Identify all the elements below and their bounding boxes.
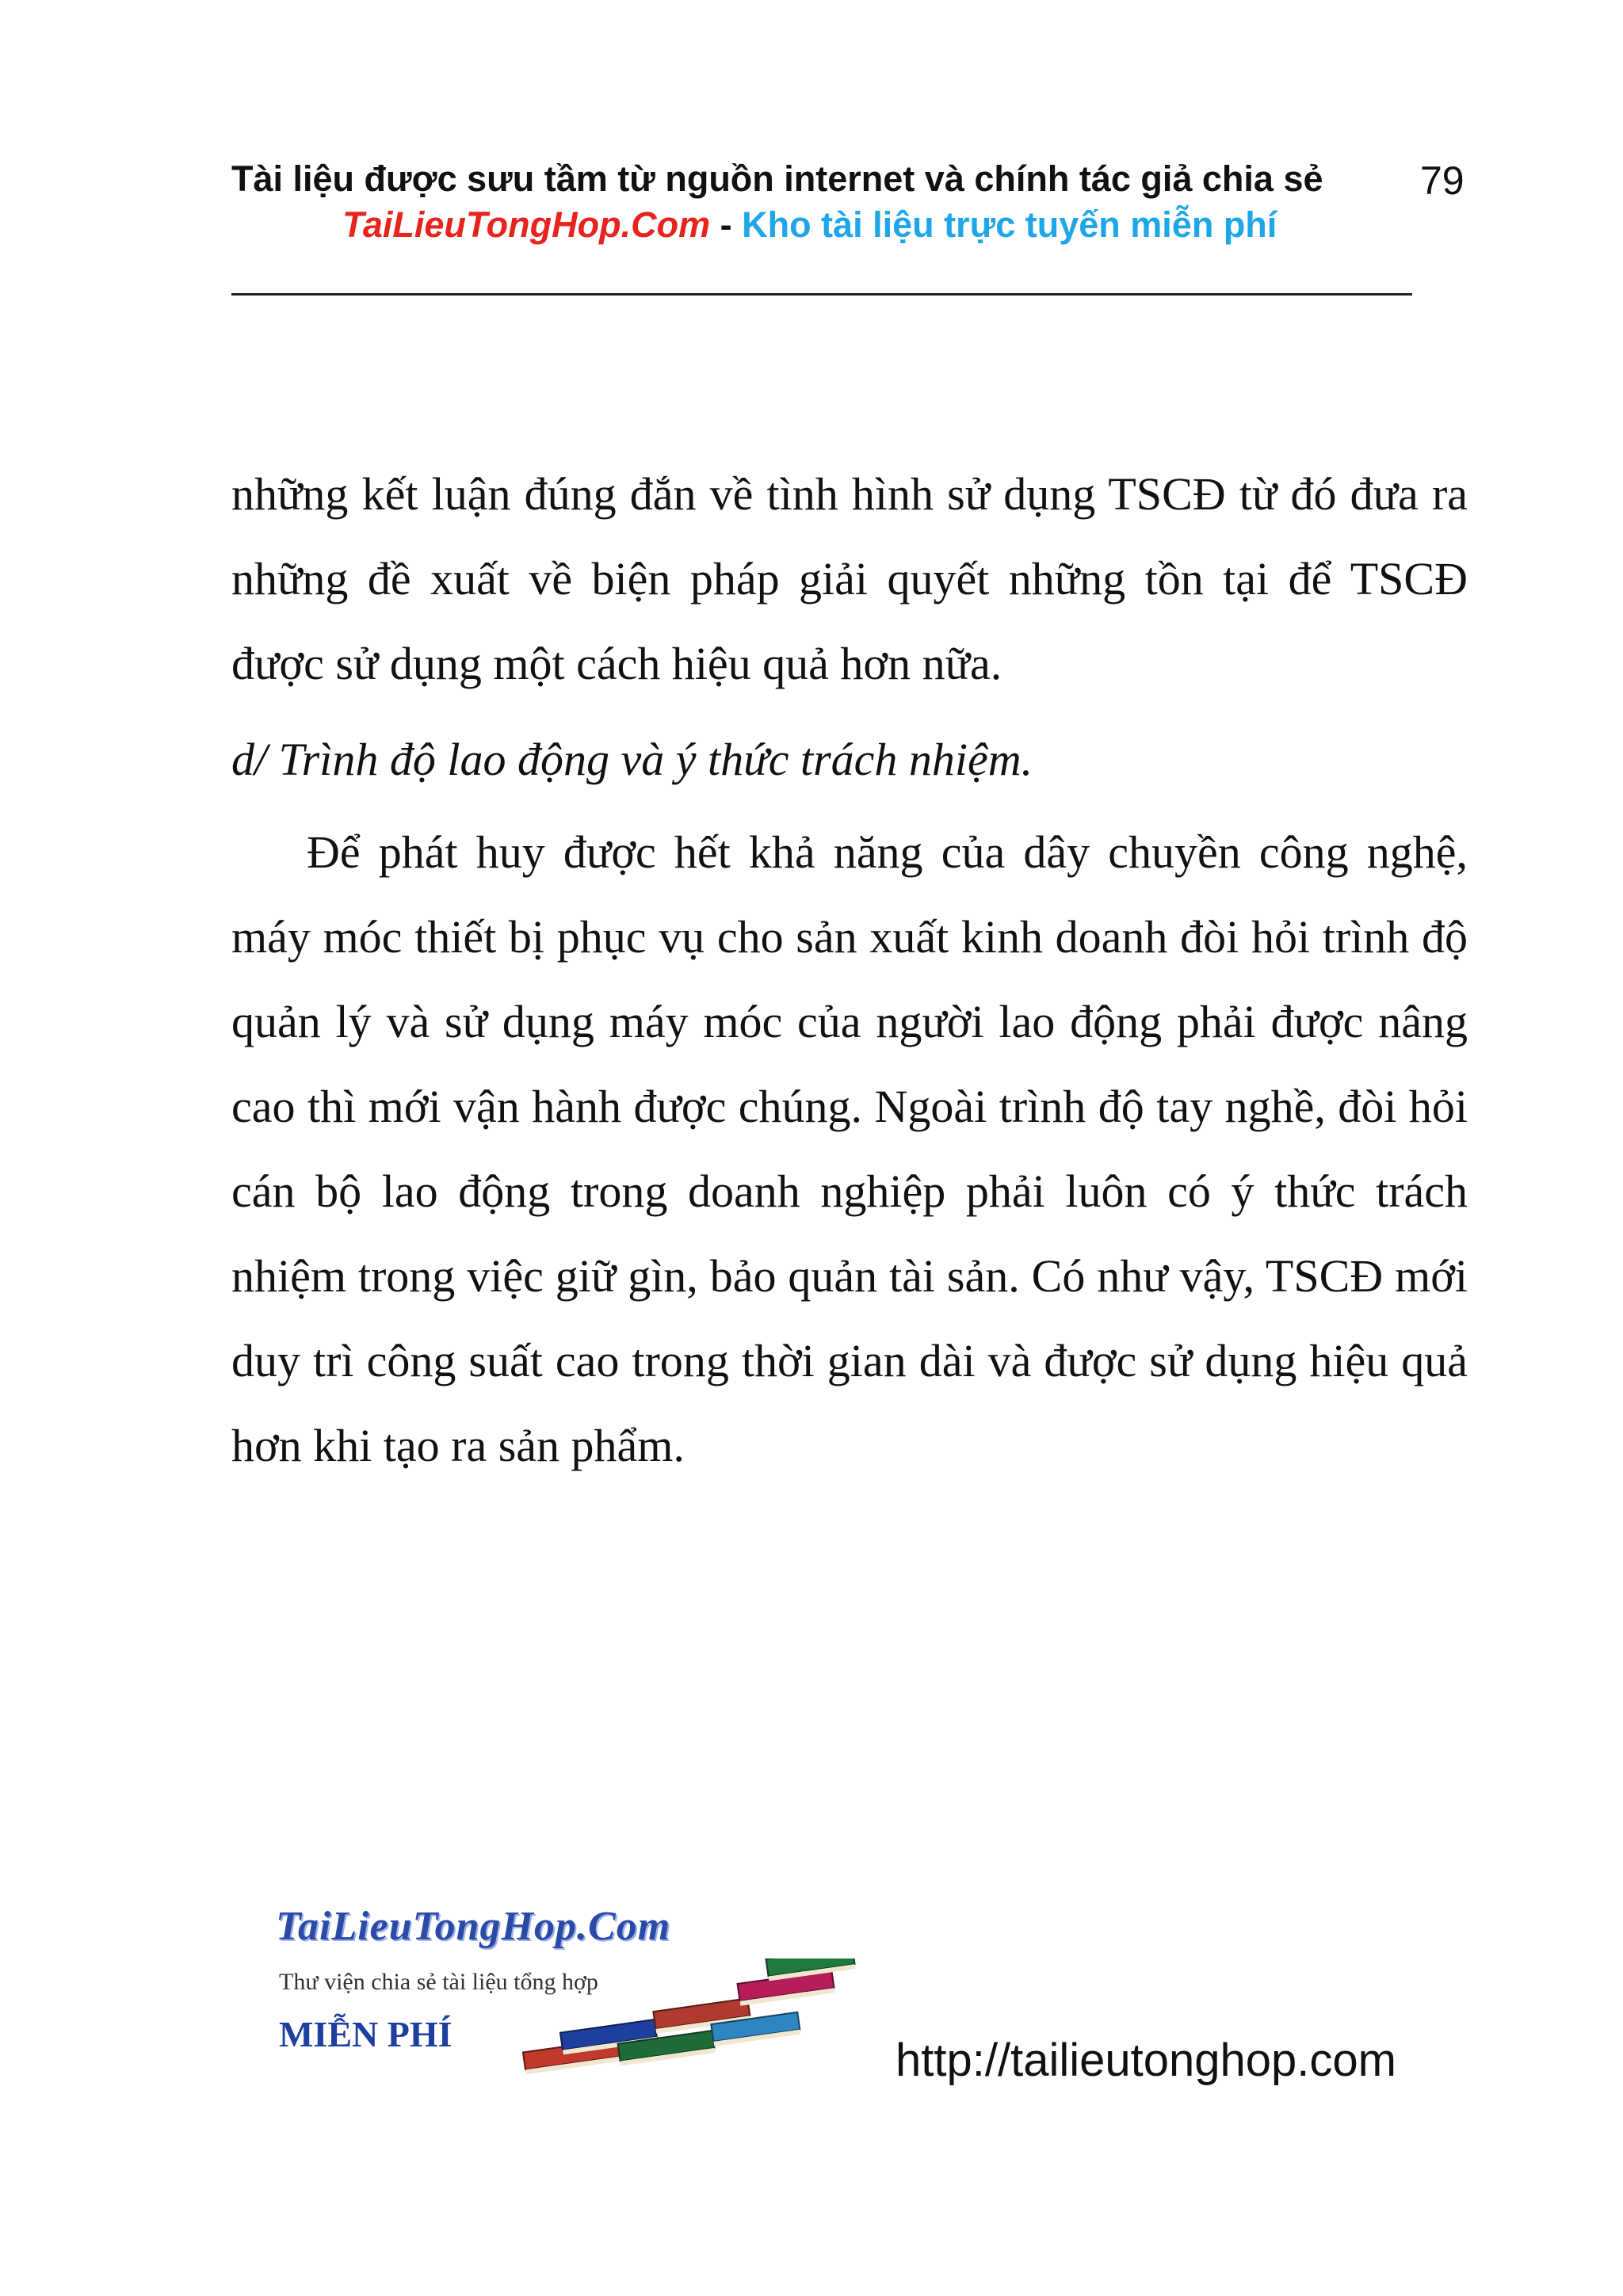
logo-tagline: Thư viện chia sẻ tài liệu tổng hợp [279, 1969, 598, 1995]
section-subheading: d/ Trình độ lao động và ý thức trách nhiệm. [231, 734, 1033, 785]
header-site-name: TaiLieuTongHop.Com [342, 204, 711, 245]
footer-logo [276, 1901, 878, 2076]
body-paragraph-2: Để phát huy được hết khả năng của dây chuyền công nghệ, máy móc thiết bị phục vụ cho sản xuất kinh doanh đòi hỏi trình độ quản lý và sử dụng máy móc của người lao động phải được nâng cao thì mới vận hành được chúng. Ngoài trình độ tay nghề, đòi hỏi cán bộ lao động trong doanh nghiệp phải luôn có ý thức trách nhiệm trong việc giữ gìn, bảo quản tài sản. Có như vậy, TSCĐ mới duy trì công suất cao trong thời gian dài và được sử dụng hiệu quả hơn khi tạo ra sản phẩm. [231, 826, 1468, 1471]
header-divider [231, 293, 1412, 296]
page-number: 79 [1420, 158, 1465, 203]
header-site-line [342, 201, 1452, 249]
header-source-note: Tài liệu được sưu tầm từ nguồn internet và chính tác giả chia sẻ [231, 158, 1323, 199]
header-tagline: Kho tài liệu trực tuyến miễn phí [742, 204, 1277, 245]
footer-url: http://tailieutonghop.com [896, 2035, 1396, 2086]
body-paragraph-1: những kết luận đúng đắn về tình hình sử dụng TSCĐ từ đó đưa ra những đề xuất về biện pháp giải quyết những tồn tại để TSCĐ được sử dụng một cách hiệu quả hơn nữa. [231, 468, 1468, 689]
logo-free-label: MIỄN PHÍ [279, 2014, 453, 2054]
header-separator: - [720, 204, 732, 245]
books-icon [512, 1958, 876, 2077]
logo-title: TaiLieuTongHop.Com [276, 1904, 671, 1949]
body-content [231, 452, 1468, 1488]
